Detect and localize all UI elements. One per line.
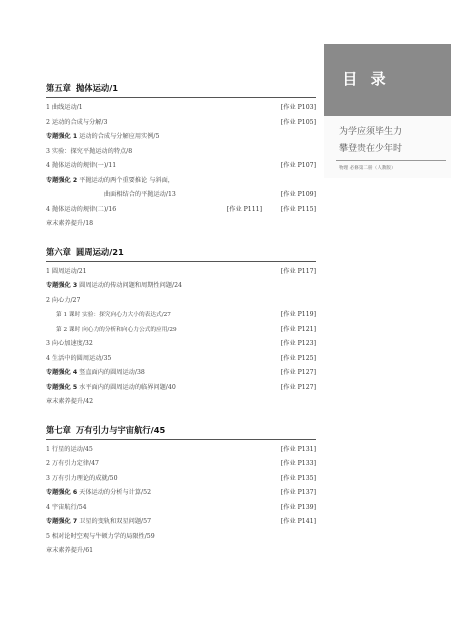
table-of-contents (46, 80, 316, 559)
chapter-rule (46, 439, 316, 440)
entry-title: 4 抛体运动的规律(一)/11 (46, 162, 117, 169)
toc-entry[interactable] (46, 457, 316, 472)
entry-text (46, 544, 93, 559)
entry-title: 章末素养提升/18 (46, 220, 94, 227)
toc-entry[interactable] (46, 203, 316, 218)
toc-entry[interactable] (46, 159, 316, 174)
toc-entry[interactable] (46, 101, 316, 116)
entry-title: 1 圆周运动/21 (46, 267, 87, 275)
entry-title: 3 向心加速度/32 (46, 340, 93, 347)
chapter-heading[interactable] (46, 80, 316, 96)
toc-entry[interactable] (46, 337, 316, 352)
toc-entry[interactable] (46, 515, 316, 530)
entry-title: 3 实验：探究平抛运动的特点/8 (46, 147, 133, 155)
divider (336, 160, 446, 161)
entry-text (46, 101, 83, 116)
chapter-title: 抛体运动/1 (76, 83, 118, 93)
entry-title: 章末素养提升/61 (46, 547, 94, 554)
homework-page-ref: [作业 P133] (280, 460, 316, 467)
entry-title: 水平面内的圆周运动的临界问题/40 (77, 383, 176, 391)
toc-entry[interactable] (46, 217, 316, 232)
toc-entry[interactable] (46, 366, 316, 381)
toc-entry[interactable] (46, 279, 316, 294)
entry-text (46, 337, 93, 352)
entry-title: 第 2 课时 向心力的分析和向心力公式的应用/29 (56, 326, 177, 333)
homework-page-ref: [作业 P111] (226, 205, 262, 213)
entry-text (46, 501, 87, 516)
homework-page-ref: [作业 P117] (280, 267, 316, 275)
toc-entry[interactable] (46, 116, 316, 131)
entry-title: 2 向心力/27 (46, 296, 81, 304)
entry-text (56, 308, 171, 323)
special-topic-label: 专题强化 7 (46, 518, 78, 525)
homework-page-ref: [作业 P127] (280, 369, 316, 376)
toc-entry[interactable] (46, 381, 316, 396)
entry-text (46, 203, 116, 218)
entry-text (56, 323, 177, 338)
toc-entry[interactable] (46, 352, 316, 367)
entry-title: 2 运动的合成与分解/3 (46, 118, 108, 126)
slogan-line-1: 为学应须毕生力 (339, 127, 403, 137)
chapter-rule (46, 97, 316, 98)
entry-title: 1 行星的运动/45 (46, 445, 93, 453)
entry-text (46, 265, 87, 280)
special-topic-label: 专题强化 6 (46, 489, 78, 496)
entry-text (46, 457, 99, 472)
contents-title: 目 录 (342, 70, 390, 88)
entry-text (46, 279, 182, 294)
special-topic-label: 专题强化 1 (46, 133, 78, 140)
entry-title: 2 万有引力定律/47 (46, 460, 99, 467)
toc-entry[interactable] (46, 174, 316, 189)
entry-text (46, 515, 151, 530)
toc-entry[interactable] (46, 486, 316, 501)
homework-page-ref: [作业 P137] (280, 489, 316, 496)
special-topic-label: 专题强化 5 (46, 383, 78, 391)
homework-page-ref: [作业 P139] (280, 503, 316, 511)
chapter-number: 第六章 (46, 246, 71, 257)
entry-title: 4 宇宙航行/54 (46, 503, 87, 511)
entry-text (46, 294, 80, 309)
toc-entry[interactable] (46, 130, 316, 145)
toc-entry[interactable] (46, 294, 316, 309)
toc-entry[interactable] (46, 395, 316, 410)
homework-page-ref: [作业 P127] (280, 383, 316, 391)
slogan-line-2: 攀登贵在少年时 (339, 144, 403, 154)
entry-title: 天体运动的分析与计算/52 (77, 489, 152, 496)
entry-text (46, 530, 155, 545)
entry-title: 平抛运动的两个重要推论 与斜面， (77, 176, 174, 184)
entry-title: 4 生活中的圆周运动/35 (46, 354, 112, 362)
entry-text (46, 217, 93, 232)
homework-page-ref: [作业 P123] (280, 340, 316, 347)
chapter-number: 第五章 (46, 83, 71, 93)
homework-page-ref: [作业 P141] (280, 518, 316, 525)
toc-entry[interactable] (46, 265, 316, 280)
homework-page-ref: [作业 P103] (280, 104, 316, 111)
homework-page-ref: [作业 P131] (280, 445, 316, 453)
special-topic-label: 专题强化 2 (46, 176, 78, 184)
entry-title: 4 抛体运动的规律(二)/16 (46, 205, 117, 213)
homework-page-ref: [作业 P109] (280, 191, 316, 198)
homework-page-ref: [作业 P125] (280, 354, 316, 362)
entry-text (46, 174, 174, 189)
entry-text (46, 381, 176, 396)
homework-page-ref: [作业 P115] (280, 205, 316, 213)
contents-sidebar (324, 44, 451, 178)
homework-page-ref: [作业 P107] (280, 162, 316, 169)
entry-title: 曲面相结合的平抛运动/13 (104, 191, 176, 198)
entry-title: 圆周运动的传动问题和周期性问题/24 (77, 282, 182, 289)
entry-title: 卫星的变轨和双星问题/57 (77, 518, 152, 525)
toc-entry[interactable] (46, 443, 316, 458)
toc-entry[interactable] (46, 188, 316, 203)
entry-text (46, 116, 107, 131)
toc-entry[interactable] (46, 544, 316, 559)
entry-text (46, 130, 159, 145)
homework-page-ref: [作业 P105] (280, 118, 316, 126)
chapter-title: 圆周运动/21 (76, 246, 124, 257)
chapter-heading[interactable] (46, 244, 316, 260)
entry-text (46, 145, 132, 160)
special-topic-label: 专题强化 4 (46, 369, 78, 376)
entry-text (46, 395, 93, 410)
toc-entry[interactable] (46, 308, 316, 323)
entry-title: 1 曲线运动/1 (46, 104, 83, 111)
entry-text (46, 159, 116, 174)
special-topic-label: 专题强化 3 (46, 282, 78, 289)
entry-text (46, 352, 111, 367)
toc-entry[interactable] (46, 501, 316, 516)
entry-title: 竖直面内的圆周运动/38 (77, 369, 145, 376)
entry-title: 3 万有引力理论的成就/50 (46, 474, 118, 482)
entry-title: 第 1 课时 实验：探究向心力大小的表达式/27 (56, 312, 171, 318)
homework-page-ref: [作业 P119] (280, 311, 316, 318)
toc-entry[interactable] (46, 530, 316, 545)
chapter-number: 第七章 (46, 424, 71, 435)
book-info: 物理 必修第二册（人教版） (339, 166, 396, 171)
toc-entry[interactable] (46, 472, 316, 487)
entry-text (46, 472, 118, 487)
toc-entry[interactable] (46, 323, 316, 338)
entry-title: 章末素养提升/42 (46, 398, 94, 405)
entry-text (104, 188, 176, 203)
chapter-rule (46, 261, 316, 262)
entry-text (46, 443, 93, 458)
entry-title: 运动的合成与分解应用实例/5 (77, 133, 160, 140)
homework-page-ref: [作业 P135] (280, 474, 316, 482)
toc-entry[interactable] (46, 145, 316, 160)
entry-text (46, 366, 145, 381)
chapter-heading[interactable] (46, 422, 316, 438)
entry-title: 5 相对论时空观与牛顿力学的局限性/59 (46, 532, 155, 540)
chapter-title: 万有引力与宇宙航行/45 (76, 424, 166, 435)
entry-text (46, 486, 151, 501)
homework-page-ref: [作业 P121] (280, 325, 316, 333)
